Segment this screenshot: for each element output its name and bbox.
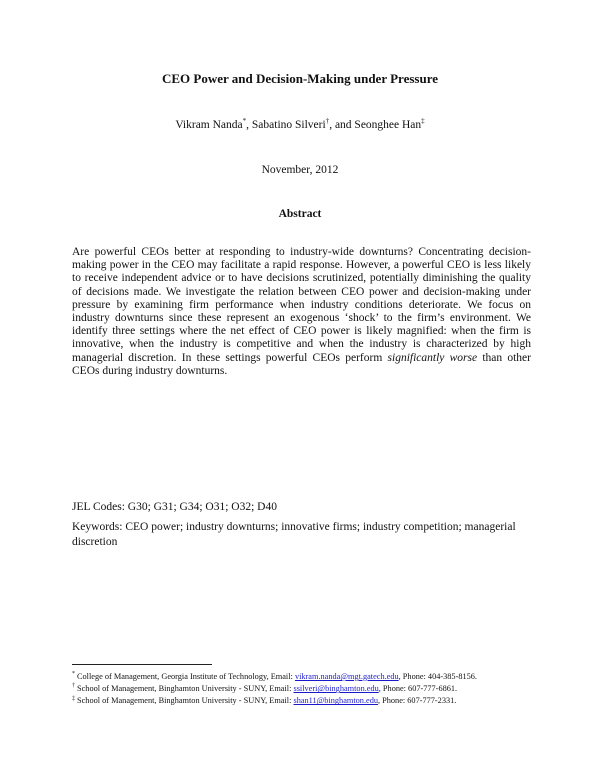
- jel-codes: JEL Codes: G30; G31; G34; O31; O32; D40: [72, 501, 277, 513]
- email-link[interactable]: vikram.nanda@mgt.gatech.edu: [294, 672, 399, 681]
- footnote-mark: *: [72, 671, 75, 678]
- paper-date: November, 2012: [261, 164, 339, 176]
- abstract-text: [72, 246, 531, 378]
- footnote-text: College of Management, Georgia Institute of Technology, Email:: [77, 672, 295, 681]
- footnote-text: , Phone: 607-777-2331.: [378, 696, 457, 706]
- abstract-text-main: Are powerful CEOs better at responding to industry-wide downturns? Concentrating decision-making power in the CEO may facilitate a rapid response. However, a powerful CEO is less likely to receive independent advice or to have decisions scrutinized, potentially diminishing the quality of decisions made. We investigate the relation between CEO power and decision-making under pressure by examining firm performance when industry conditions deteriorate. We focus on industry downturns since these represent an exogenous ‘shock’ to the firm’s environment. We identify three settings where the net effect of CEO power is likely magnified: when the firm is innovative, when the industry is competitive and when the industry is characterized by high managerial discretion. In these settings powerful CEOs perform: [72, 246, 531, 364]
- paper-title: CEO Power and Decision-Making under Pressure: [161, 71, 439, 86]
- abstract-heading: Abstract: [278, 208, 322, 220]
- author-footnote-mark: †: [325, 117, 330, 126]
- abstract-emphasis: significantly worse: [387, 351, 478, 364]
- author-footnote-mark: ‡: [421, 117, 425, 126]
- author-name: Seonghee Han: [354, 119, 422, 131]
- footnote-mark: ‡: [72, 695, 75, 702]
- author-line: [0, 119, 600, 131]
- author-separator: ,: [246, 119, 252, 131]
- author-separator: , and: [329, 119, 355, 131]
- footnote-mark: †: [72, 683, 75, 690]
- footnote-text: School of Management, Binghamton University - SUNY, Email:: [77, 696, 294, 706]
- footnote-divider: [72, 664, 212, 665]
- email-link[interactable]: shan11@binghamton.edu: [293, 696, 378, 706]
- footnote-item: [72, 695, 542, 707]
- email-link[interactable]: ssilveri@binghamton.edu: [293, 684, 379, 694]
- footnote-text: , Phone: 404-385-8156.: [398, 672, 478, 681]
- footnotes: [72, 671, 542, 708]
- footnote-item: [72, 671, 542, 683]
- abstract-text-end: than other CEOs during industry downturns.: [72, 351, 531, 377]
- keywords: Keywords: CEO power; industry downturns; innovative firms; industry competition; managerial discretion: [72, 521, 516, 548]
- author-footnote-mark: *: [242, 117, 247, 126]
- author-name: Sabatino Silveri: [251, 119, 326, 131]
- footnote-item: [72, 683, 542, 695]
- author-name: Vikram Nanda: [175, 119, 243, 131]
- footnote-text: School of Management, Binghamton University - SUNY, Email:: [77, 684, 294, 694]
- footnote-text: , Phone: 607-777-6861.: [378, 684, 458, 694]
